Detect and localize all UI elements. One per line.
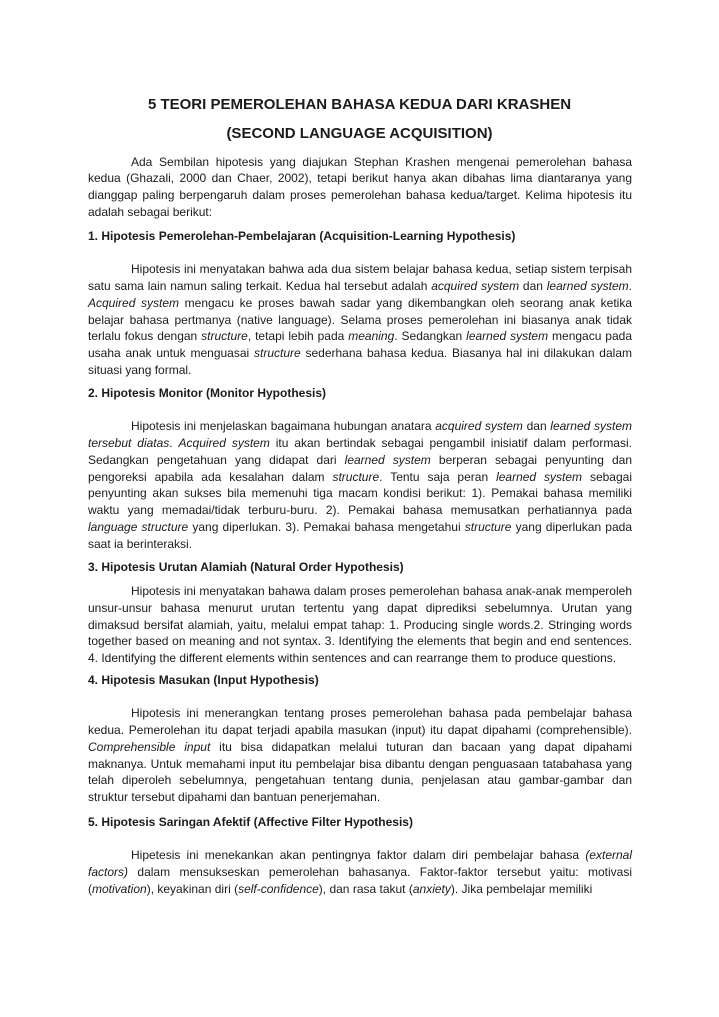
section-paragraph xyxy=(88,418,632,552)
text-run: itu akan bertindak sebagai pengambil inisiatif dalam performasi. Sedangkan pengetahuan yang didapat dari xyxy=(88,436,632,467)
intro-paragraph xyxy=(88,154,632,221)
italic-text-run: learned system xyxy=(496,469,583,484)
section-heading: 1. Hipotesis Pemerolehan-Pembelajaran (Acquisition-Learning Hypothesis) xyxy=(88,229,516,244)
text-run: ), keyakinan diri ( xyxy=(146,881,239,896)
text-run: . Tentu saja peran xyxy=(379,469,497,484)
text-run: ), dan rasa takut ( xyxy=(318,881,413,896)
italic-text-run: structure xyxy=(201,329,248,344)
section-heading: 3. Hipotesis Urutan Alamiah (Natural Order Hypothesis) xyxy=(88,559,404,574)
italic-text-run: structure xyxy=(332,469,380,484)
italic-text-run: structure xyxy=(464,520,512,534)
italic-text-run: acquired system xyxy=(435,419,523,434)
italic-text-run: learned system xyxy=(466,329,549,344)
section-paragraph xyxy=(88,847,632,897)
text-run: Hipotesis ini menyatakan bahwa ada dua sistem belajar bahasa kedua, setiap sistem terpisah satu sama lain namun saling terkait. Kedua hal tersebut adalah xyxy=(88,262,632,294)
italic-text-run: anxiety xyxy=(412,881,451,896)
text-run: mengacu ke proses bawah sadar yang dikembangkan oleh seorang anak ketika belajar bahasa pertmanya (native language). Selama proses pemerolehan ini biasanya anak tidak terlalu fokus dengan xyxy=(88,295,633,344)
italic-text-run: learned system xyxy=(546,279,629,294)
text-run: dalam mensukseskan pemerolehan bahasanya. Faktor-faktor tersebut yaitu: motivasi ( xyxy=(88,864,632,896)
text-run: . Sedangkan xyxy=(394,329,467,344)
section-heading: 4. Hipotesis Masukan (Input Hypothesis) xyxy=(88,673,319,688)
italic-text-run: acquired system xyxy=(431,279,520,294)
section-heading: 5. Hipotesis Saringan Afektif (Affective Filter Hypothesis) xyxy=(88,815,413,830)
text-run: dan xyxy=(522,419,551,434)
hypothesis-section-3 xyxy=(88,559,632,667)
text-run: Hipotesis ini menjelaskan bagaimana hubungan anatara xyxy=(131,419,436,434)
italic-text-run: motivation xyxy=(92,881,147,896)
hypothesis-section-2 xyxy=(88,385,632,552)
text-run: sebagai penyunting akan sukses bila memenuhi tiga macam kondisi berikut: 1). Pemakai bahasa memiliki waktu yang memadai/tidak terburu-buru. 2). Pemakai bahasa memusatkan perhatiannya pada xyxy=(88,469,632,518)
section-heading: 2. Hipotesis Monitor (Monitor Hypothesis) xyxy=(88,386,327,401)
italic-text-run: self-confidence xyxy=(238,881,319,896)
text-run: Ada Sembilan hipotesis yang diajukan Stephan Krashen mengenai pemerolehan bahasa kedua (Ghazali, 2000 dan Chaer, 2002), tetapi berikut hanya akan dibahas lima diantaranya yang dianggap paling berpengaruh dalam proses pemerolehan bahasa kedua/target. Kelima hipotesis itu adalah sebagai berikut: xyxy=(88,154,632,219)
italic-text-run: structure xyxy=(254,346,301,361)
italic-text-run: Acquired system xyxy=(178,436,270,451)
italic-text-run: Acquired system xyxy=(88,295,180,310)
italic-text-run: Comprehensible input xyxy=(88,739,211,754)
text-run: mengacu pada usaha anak untuk menguasai xyxy=(88,329,632,361)
text-run: yang diperlukan pada saat ia berinteraksi. xyxy=(88,520,632,551)
section-paragraph xyxy=(88,583,632,667)
text-run: Hipetesis ini menekankan akan pentingnya faktor dalam diri pembelajar bahasa xyxy=(131,848,586,863)
text-run: Hipotesis ini menerangkan tentang proses pemerolehan bahasa pada pembelajar bahasa kedua. Pemerolehan itu dapat terjadi apabila masukan (input) itu dapat dipahami (comprehensible). xyxy=(88,706,632,737)
hypothesis-section-1 xyxy=(88,228,632,379)
italic-text-run: learned system tersebut diatas xyxy=(88,419,633,451)
hypothesis-section-5 xyxy=(88,814,632,897)
italic-text-run: language structure xyxy=(88,520,189,534)
hypothesis-section-4 xyxy=(88,672,632,806)
text-run: berperan sebagai penyunting dan pengoreksi apabila ada kesalahan dalam xyxy=(88,452,632,484)
section-paragraph xyxy=(88,261,632,379)
text-run: yang diperlukan. 3). Pemakai bahasa mengetahui xyxy=(188,520,465,534)
hypothesis-list xyxy=(88,228,632,897)
section-paragraph xyxy=(88,705,632,806)
text-run: ). Jika pembelajar memiliki xyxy=(450,881,593,896)
text-run: . xyxy=(628,279,632,294)
text-run: . xyxy=(169,436,179,451)
document-title xyxy=(0,90,719,148)
document-body xyxy=(88,154,632,898)
italic-text-run: learned system xyxy=(344,452,431,467)
italic-text-run: meaning xyxy=(348,329,395,344)
text-run: sederhana bahasa kedua. Biasanya hal ini dilakukan dalam situasi yang formal. xyxy=(88,346,632,378)
text-run: dan xyxy=(519,279,547,294)
intro-paragraph-block xyxy=(88,154,632,221)
title-line-2: (SECOND LANGUAGE ACQUISITION) xyxy=(226,125,493,142)
text-run: Hipotesis ini menyatakan bahawa dalam proses pemerolehan bahasa anak-anak memperoleh unsur-unsur bahasa menurut urutan tertentu yang dapat diprediksi sebelumnya. Urutan yang dimaksud bersifat alamiah, yaitu, melalui empat tahap: 1. Producing single words.2. Stringing words together based on meaning and not syntax. 3. Identifying the elements that begin and end sentences. 4. Identifying the different elements within sentences and can rearrange them to produce questions. xyxy=(88,583,632,666)
text-run: , tetapi lebih pada xyxy=(247,329,349,344)
title-line-1: 5 TEORI PEMEROLEHAN BAHASA KEDUA DARI KRASHEN xyxy=(147,96,572,113)
italic-text-run: (external factors) xyxy=(88,848,632,879)
text-run: itu bisa didapatkan melalui tuturan dan bacaan yang dapat dipahami maknanya. Untuk memahami input itu pembelajar bisa dibantu dengan penguasaan tatabahasa yang telah diperoleh sebelumnya, pengetahuan tentang dunia, penjelasan atau gambar-gambar dan struktur tersebut dipahami dan bantuan penerjemahan. xyxy=(88,739,632,805)
